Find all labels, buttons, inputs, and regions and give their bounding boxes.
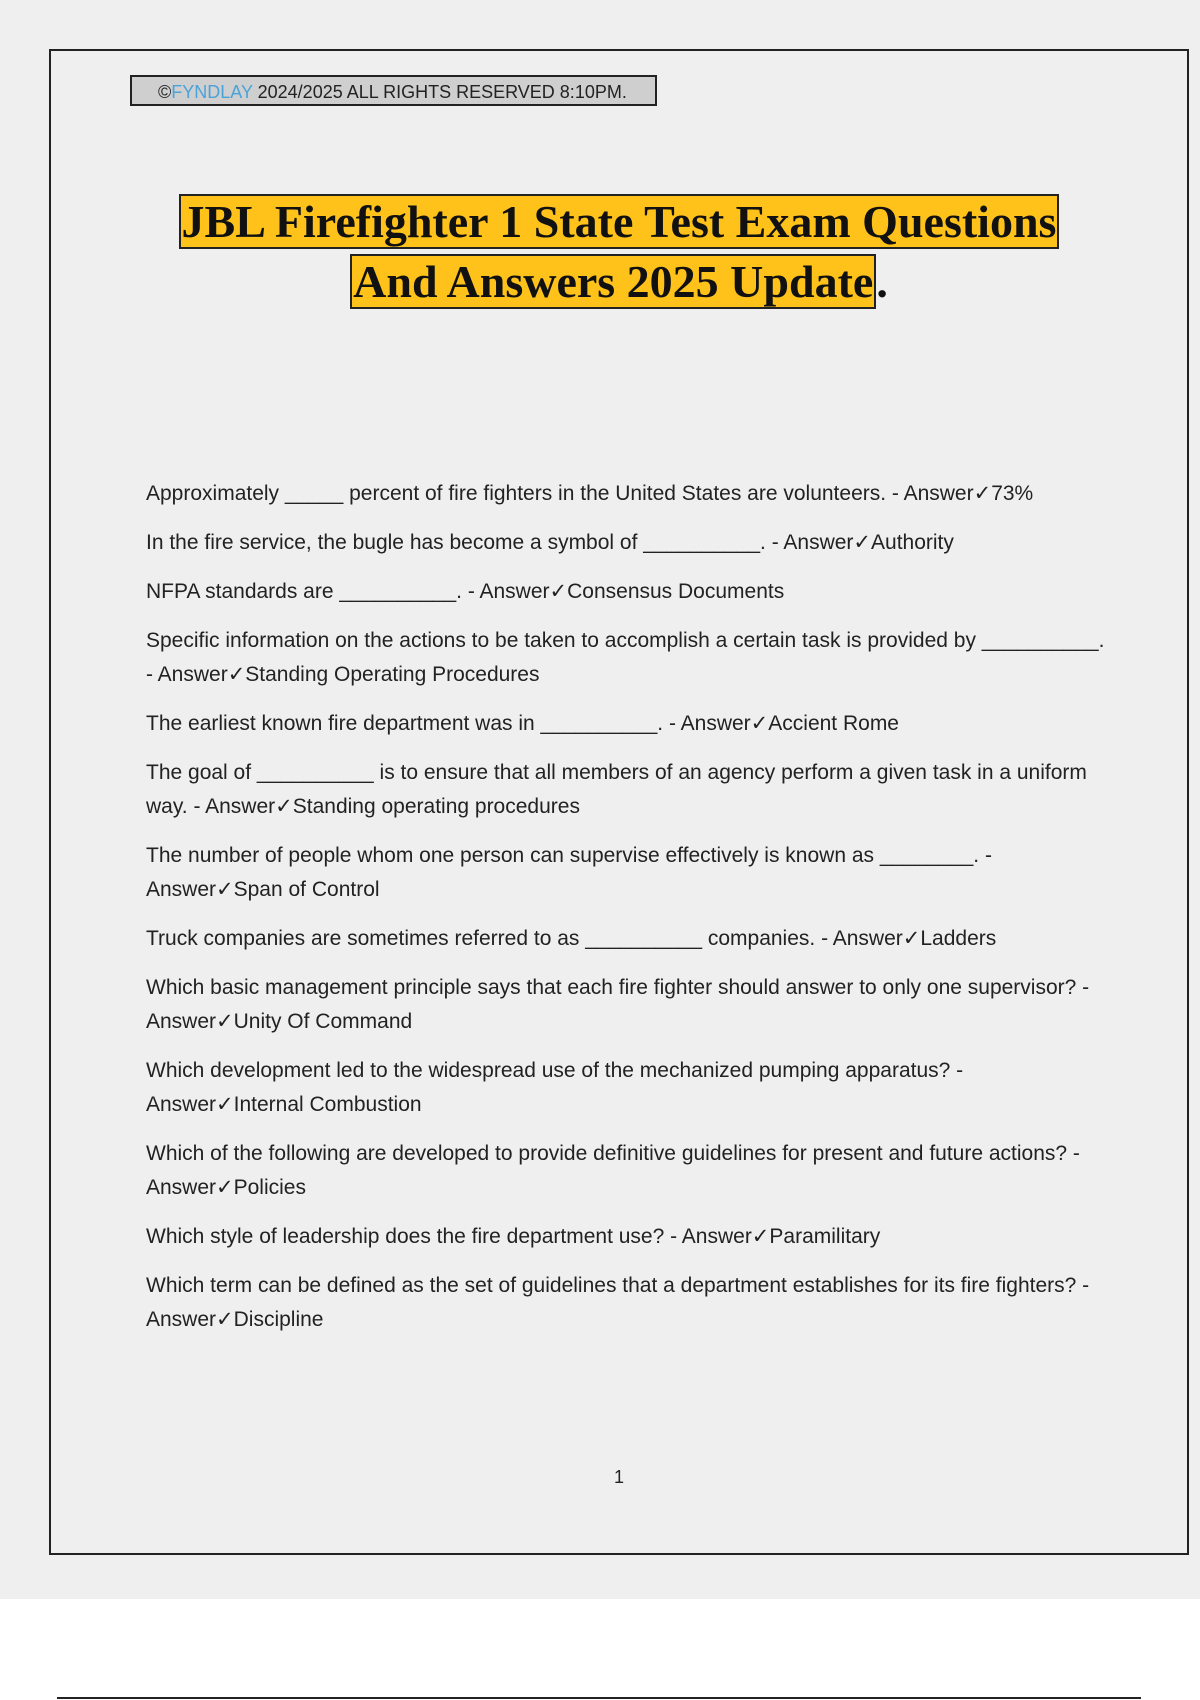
qa-item: Which of the following are developed to provide definitive guidelines for present and future actions? - Answer✓Policies (146, 1142, 1080, 1199)
qa-item: In the fire service, the bugle has become a symbol of __________. - Answer✓Authority (146, 531, 954, 554)
qa-list (146, 477, 1106, 1352)
copyright-symbol: © (158, 82, 172, 102)
qa-item: Approximately _____ percent of fire fighters in the United States are volunteers. - Answer✓73% (146, 482, 1034, 505)
page-number: 1 (613, 1467, 624, 1487)
bottom-divider (57, 1697, 1141, 1699)
qa-item: Which term can be defined as the set of guidelines that a department establishes for its fire fighters? - Answer✓Discipline (146, 1274, 1090, 1331)
qa-item: Specific information on the actions to be taken to accomplish a certain task is provided by __________. - Answer✓Standing Operating Procedures (146, 629, 1105, 686)
copyright-text: 2024/2025 ALL RIGHTS RESERVED 8:10PM. (252, 82, 627, 102)
qa-item: Truck companies are sometimes referred to as __________ companies. - Answer✓Ladders (146, 927, 997, 950)
brand-name: FYNDLAY (171, 82, 253, 102)
qa-item: Which style of leadership does the fire department use? - Answer✓Paramilitary (146, 1225, 881, 1248)
qa-item: The earliest known fire department was in __________. - Answer✓Accient Rome (146, 712, 899, 735)
qa-item: The number of people whom one person can supervise effectively is known as ________. - Answer✓Span of Control (146, 844, 992, 901)
document-title (51, 192, 1187, 312)
qa-item: Which basic management principle says that each fire fighter should answer to only one supervisor? - Answer✓Unity Of Command (146, 976, 1090, 1033)
title-trailing-period: . (876, 256, 888, 307)
title-line-1: JBL Firefighter 1 State Test Exam Questions (179, 194, 1060, 249)
copyright-header (130, 75, 657, 106)
qa-item: The goal of __________ is to ensure that all members of an agency perform a given task in a uniform way. - Answer✓Standing operating procedures (146, 761, 1087, 818)
document-page (49, 49, 1189, 1555)
qa-item: NFPA standards are __________. - Answer✓Consensus Documents (146, 580, 785, 603)
qa-item: Which development led to the widespread use of the mechanized pumping apparatus? - Answer✓Internal Combustion (146, 1059, 964, 1116)
title-line-2: And Answers 2025 Update (350, 254, 876, 309)
next-page-area (0, 1599, 1200, 1700)
